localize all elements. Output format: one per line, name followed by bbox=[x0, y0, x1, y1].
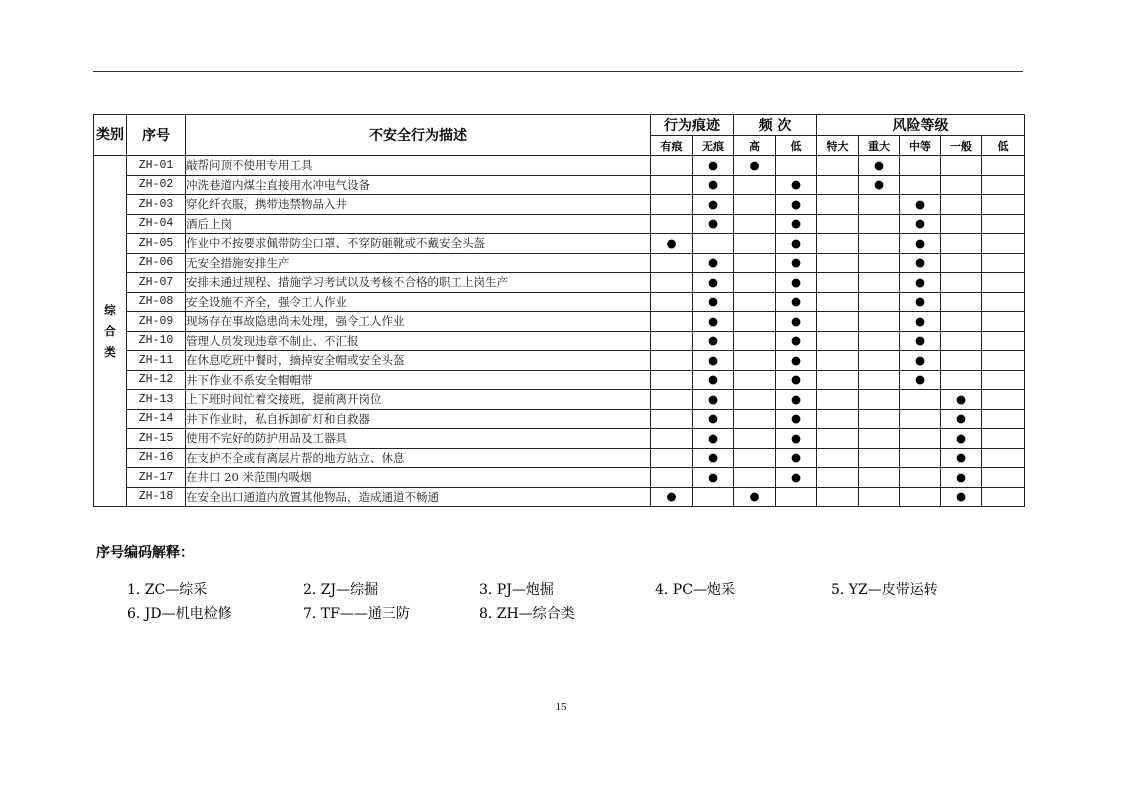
table-row bbox=[94, 234, 1025, 254]
empty-cell bbox=[982, 390, 1025, 410]
legend-item: 2. ZJ—综掘 bbox=[303, 582, 379, 598]
legend-row-1 bbox=[127, 579, 1007, 599]
table-row bbox=[94, 390, 1025, 410]
description-cell: 安排未通过规程、措施学习考试以及考核不合格的职工上岗生产 bbox=[186, 273, 651, 293]
mark-dot-icon: ● bbox=[693, 273, 734, 293]
empty-cell bbox=[817, 195, 859, 215]
header-risk-group: 风险等级 bbox=[817, 115, 1025, 136]
code-cell: ZH-17 bbox=[127, 468, 186, 488]
empty-cell bbox=[817, 234, 859, 254]
mark-dot-icon: ● bbox=[693, 468, 734, 488]
empty-cell bbox=[900, 175, 941, 195]
mark-dot-icon: ● bbox=[900, 312, 941, 332]
empty-cell bbox=[817, 429, 859, 449]
mark-dot-icon: ● bbox=[693, 370, 734, 390]
empty-cell bbox=[982, 448, 1025, 468]
mark-dot-icon: ● bbox=[693, 448, 734, 468]
mark-dot-icon: ● bbox=[776, 468, 817, 488]
legend-row-2 bbox=[127, 603, 655, 623]
mark-dot-icon: ● bbox=[776, 175, 817, 195]
empty-cell bbox=[941, 370, 982, 390]
mark-dot-icon: ● bbox=[693, 156, 734, 176]
empty-cell bbox=[817, 370, 859, 390]
table-row bbox=[94, 156, 1025, 176]
table-row bbox=[94, 429, 1025, 449]
empty-cell bbox=[941, 253, 982, 273]
empty-cell bbox=[734, 468, 776, 488]
empty-cell bbox=[651, 156, 693, 176]
empty-cell bbox=[693, 487, 734, 507]
code-cell: ZH-08 bbox=[127, 292, 186, 312]
empty-cell bbox=[982, 195, 1025, 215]
mark-dot-icon: ● bbox=[776, 273, 817, 293]
description-cell: 管理人员发现违章不制止、不汇报 bbox=[186, 331, 651, 351]
code-cell: ZH-01 bbox=[127, 156, 186, 176]
empty-cell bbox=[859, 409, 900, 429]
table-row bbox=[94, 273, 1025, 293]
empty-cell bbox=[941, 195, 982, 215]
legend-item: 4. PC—炮采 bbox=[655, 582, 735, 598]
empty-cell bbox=[734, 253, 776, 273]
mark-dot-icon: ● bbox=[693, 292, 734, 312]
empty-cell bbox=[734, 429, 776, 449]
header-risk-extreme: 特大 bbox=[817, 136, 859, 156]
mark-dot-icon: ● bbox=[900, 331, 941, 351]
empty-cell bbox=[982, 370, 1025, 390]
empty-cell bbox=[859, 331, 900, 351]
mark-dot-icon: ● bbox=[693, 409, 734, 429]
mark-dot-icon: ● bbox=[734, 156, 776, 176]
header-trace-has: 有痕 bbox=[651, 136, 693, 156]
empty-cell bbox=[982, 312, 1025, 332]
mark-dot-icon: ● bbox=[693, 312, 734, 332]
empty-cell bbox=[982, 175, 1025, 195]
header-description: 不安全行为描述 bbox=[186, 115, 651, 156]
empty-cell bbox=[900, 409, 941, 429]
empty-cell bbox=[651, 253, 693, 273]
code-cell: ZH-09 bbox=[127, 312, 186, 332]
mark-dot-icon: ● bbox=[900, 273, 941, 293]
mark-dot-icon: ● bbox=[693, 429, 734, 449]
empty-cell bbox=[734, 390, 776, 410]
code-cell: ZH-04 bbox=[127, 214, 186, 234]
mark-dot-icon: ● bbox=[941, 448, 982, 468]
empty-cell bbox=[941, 331, 982, 351]
code-cell: ZH-03 bbox=[127, 195, 186, 215]
category-cell: 综 合 类 bbox=[94, 156, 127, 507]
description-cell: 在休息吃班中餐时，摘掉安全帽或安全头盔 bbox=[186, 351, 651, 371]
legend-item: 8. ZH—综合类 bbox=[479, 606, 575, 622]
empty-cell bbox=[817, 468, 859, 488]
empty-cell bbox=[859, 390, 900, 410]
mark-dot-icon: ● bbox=[941, 429, 982, 449]
table-row bbox=[94, 175, 1025, 195]
empty-cell bbox=[651, 331, 693, 351]
code-cell: ZH-16 bbox=[127, 448, 186, 468]
empty-cell bbox=[817, 312, 859, 332]
empty-cell bbox=[651, 390, 693, 410]
empty-cell bbox=[859, 429, 900, 449]
empty-cell bbox=[859, 370, 900, 390]
description-cell: 敲帮问顶不使用专用工具 bbox=[186, 156, 651, 176]
empty-cell bbox=[693, 234, 734, 254]
mark-dot-icon: ● bbox=[941, 468, 982, 488]
header-trace-none: 无痕 bbox=[693, 136, 734, 156]
empty-cell bbox=[734, 234, 776, 254]
empty-cell bbox=[651, 468, 693, 488]
empty-cell bbox=[982, 273, 1025, 293]
empty-cell bbox=[776, 156, 817, 176]
mark-dot-icon: ● bbox=[776, 292, 817, 312]
empty-cell bbox=[859, 468, 900, 488]
empty-cell bbox=[859, 253, 900, 273]
table-row bbox=[94, 370, 1025, 390]
empty-cell bbox=[941, 214, 982, 234]
header-rule bbox=[93, 71, 1023, 72]
empty-cell bbox=[817, 351, 859, 371]
mark-dot-icon: ● bbox=[693, 351, 734, 371]
empty-cell bbox=[651, 429, 693, 449]
mark-dot-icon: ● bbox=[859, 156, 900, 176]
mark-dot-icon: ● bbox=[776, 195, 817, 215]
empty-cell bbox=[859, 292, 900, 312]
empty-cell bbox=[900, 487, 941, 507]
mark-dot-icon: ● bbox=[900, 195, 941, 215]
empty-cell bbox=[982, 156, 1025, 176]
empty-cell bbox=[900, 390, 941, 410]
empty-cell bbox=[941, 351, 982, 371]
code-cell: ZH-13 bbox=[127, 390, 186, 410]
mark-dot-icon: ● bbox=[693, 331, 734, 351]
mark-dot-icon: ● bbox=[900, 234, 941, 254]
mark-dot-icon: ● bbox=[776, 234, 817, 254]
empty-cell bbox=[817, 156, 859, 176]
table-row bbox=[94, 292, 1025, 312]
empty-cell bbox=[982, 487, 1025, 507]
mark-dot-icon: ● bbox=[776, 214, 817, 234]
description-cell: 穿化纤衣服，携带违禁物品入井 bbox=[186, 195, 651, 215]
page-number: 15 bbox=[555, 701, 567, 713]
empty-cell bbox=[734, 195, 776, 215]
legend-item: 1. ZC—综采 bbox=[127, 582, 208, 598]
empty-cell bbox=[651, 214, 693, 234]
mark-dot-icon: ● bbox=[776, 351, 817, 371]
header-code: 序号 bbox=[127, 115, 186, 156]
empty-cell bbox=[900, 429, 941, 449]
legend-item: 3. PJ—炮掘 bbox=[479, 582, 554, 598]
table-row bbox=[94, 195, 1025, 215]
code-cell: ZH-14 bbox=[127, 409, 186, 429]
legend-item: 6. JD—机电检修 bbox=[127, 606, 232, 622]
description-cell: 在安全出口通道内放置其他物品，造成通道不畅通 bbox=[186, 487, 651, 507]
description-cell: 无安全措施安排生产 bbox=[186, 253, 651, 273]
code-cell: ZH-06 bbox=[127, 253, 186, 273]
empty-cell bbox=[941, 156, 982, 176]
empty-cell bbox=[982, 429, 1025, 449]
empty-cell bbox=[817, 214, 859, 234]
code-cell: ZH-02 bbox=[127, 175, 186, 195]
code-cell: ZH-07 bbox=[127, 273, 186, 293]
empty-cell bbox=[651, 409, 693, 429]
table-row bbox=[94, 253, 1025, 273]
empty-cell bbox=[651, 370, 693, 390]
table-row bbox=[94, 214, 1025, 234]
empty-cell bbox=[982, 214, 1025, 234]
header-freq-low: 低 bbox=[776, 136, 817, 156]
empty-cell bbox=[941, 234, 982, 254]
description-cell: 作业中不按要求佩带防尘口罩、不穿防砸靴或不戴安全头盔 bbox=[186, 234, 651, 254]
header-risk-low: 低 bbox=[982, 136, 1025, 156]
mark-dot-icon: ● bbox=[693, 390, 734, 410]
empty-cell bbox=[651, 312, 693, 332]
description-cell: 使用不完好的防护用品及工器具 bbox=[186, 429, 651, 449]
header-risk-general: 一般 bbox=[941, 136, 982, 156]
mark-dot-icon: ● bbox=[941, 487, 982, 507]
mark-dot-icon: ● bbox=[776, 429, 817, 449]
empty-cell bbox=[734, 312, 776, 332]
mark-dot-icon: ● bbox=[776, 409, 817, 429]
empty-cell bbox=[982, 331, 1025, 351]
empty-cell bbox=[859, 448, 900, 468]
mark-dot-icon: ● bbox=[693, 195, 734, 215]
empty-cell bbox=[941, 273, 982, 293]
legend-title: 序号编码解释： bbox=[96, 545, 194, 561]
empty-cell bbox=[734, 273, 776, 293]
mark-dot-icon: ● bbox=[776, 390, 817, 410]
empty-cell bbox=[859, 234, 900, 254]
empty-cell bbox=[651, 292, 693, 312]
empty-cell bbox=[900, 156, 941, 176]
empty-cell bbox=[651, 195, 693, 215]
mark-dot-icon: ● bbox=[734, 487, 776, 507]
description-cell: 现场存在事故隐患尚未处理，强令工人作业 bbox=[186, 312, 651, 332]
mark-dot-icon: ● bbox=[776, 331, 817, 351]
empty-cell bbox=[817, 390, 859, 410]
empty-cell bbox=[982, 351, 1025, 371]
empty-cell bbox=[734, 292, 776, 312]
code-cell: ZH-11 bbox=[127, 351, 186, 371]
empty-cell bbox=[817, 273, 859, 293]
code-cell: ZH-15 bbox=[127, 429, 186, 449]
mark-dot-icon: ● bbox=[693, 253, 734, 273]
empty-cell bbox=[734, 331, 776, 351]
header-freq-high: 高 bbox=[734, 136, 776, 156]
empty-cell bbox=[941, 175, 982, 195]
empty-cell bbox=[900, 468, 941, 488]
description-cell: 安全设施不齐全，强令工人作业 bbox=[186, 292, 651, 312]
header-trace-group: 行为痕迹 bbox=[651, 115, 734, 136]
description-cell: 在井口 20 米范围内吸烟 bbox=[186, 468, 651, 488]
empty-cell bbox=[817, 175, 859, 195]
empty-cell bbox=[734, 214, 776, 234]
empty-cell bbox=[982, 409, 1025, 429]
empty-cell bbox=[734, 370, 776, 390]
empty-cell bbox=[651, 273, 693, 293]
empty-cell bbox=[982, 253, 1025, 273]
mark-dot-icon: ● bbox=[776, 370, 817, 390]
empty-cell bbox=[982, 468, 1025, 488]
mark-dot-icon: ● bbox=[900, 214, 941, 234]
empty-cell bbox=[734, 351, 776, 371]
mark-dot-icon: ● bbox=[900, 253, 941, 273]
empty-cell bbox=[817, 487, 859, 507]
mark-dot-icon: ● bbox=[941, 390, 982, 410]
mark-dot-icon: ● bbox=[776, 253, 817, 273]
header-category: 类别 bbox=[94, 115, 127, 156]
empty-cell bbox=[982, 234, 1025, 254]
empty-cell bbox=[734, 175, 776, 195]
empty-cell bbox=[817, 448, 859, 468]
legend-item: 7. TF——通三防 bbox=[303, 606, 410, 622]
legend-item: 5. YZ—皮带运转 bbox=[831, 582, 938, 598]
code-cell: ZH-18 bbox=[127, 487, 186, 507]
code-cell: ZH-10 bbox=[127, 331, 186, 351]
mark-dot-icon: ● bbox=[941, 409, 982, 429]
empty-cell bbox=[982, 292, 1025, 312]
description-cell: 冲洗巷道内煤尘直接用水冲电气设备 bbox=[186, 175, 651, 195]
table-row bbox=[94, 331, 1025, 351]
table-row bbox=[94, 448, 1025, 468]
empty-cell bbox=[651, 351, 693, 371]
mark-dot-icon: ● bbox=[776, 448, 817, 468]
empty-cell bbox=[817, 253, 859, 273]
empty-cell bbox=[859, 214, 900, 234]
code-cell: ZH-05 bbox=[127, 234, 186, 254]
empty-cell bbox=[734, 409, 776, 429]
mark-dot-icon: ● bbox=[776, 312, 817, 332]
mark-dot-icon: ● bbox=[693, 175, 734, 195]
description-cell: 上下班时间忙着交接班，提前离开岗位 bbox=[186, 390, 651, 410]
description-cell: 酒后上岗 bbox=[186, 214, 651, 234]
header-risk-medium: 中等 bbox=[900, 136, 941, 156]
empty-cell bbox=[941, 312, 982, 332]
table-row bbox=[94, 351, 1025, 371]
empty-cell bbox=[776, 487, 817, 507]
unsafe-behavior-table bbox=[93, 114, 1025, 507]
mark-dot-icon: ● bbox=[900, 292, 941, 312]
empty-cell bbox=[651, 175, 693, 195]
mark-dot-icon: ● bbox=[651, 234, 693, 254]
empty-cell bbox=[859, 273, 900, 293]
description-cell: 井下作业不系安全帽帽带 bbox=[186, 370, 651, 390]
description-cell: 井下作业时，私自拆卸矿灯和自救器 bbox=[186, 409, 651, 429]
table-row bbox=[94, 487, 1025, 507]
empty-cell bbox=[817, 409, 859, 429]
empty-cell bbox=[859, 487, 900, 507]
mark-dot-icon: ● bbox=[859, 175, 900, 195]
code-cell: ZH-12 bbox=[127, 370, 186, 390]
table-row bbox=[94, 312, 1025, 332]
mark-dot-icon: ● bbox=[693, 214, 734, 234]
empty-cell bbox=[651, 448, 693, 468]
mark-dot-icon: ● bbox=[900, 351, 941, 371]
mark-dot-icon: ● bbox=[651, 487, 693, 507]
table-row bbox=[94, 409, 1025, 429]
header-frequency-group: 频 次 bbox=[734, 115, 817, 136]
empty-cell bbox=[817, 292, 859, 312]
header-risk-major: 重大 bbox=[859, 136, 900, 156]
empty-cell bbox=[900, 448, 941, 468]
empty-cell bbox=[859, 312, 900, 332]
description-cell: 在支护不全或有离层片帮的地方站立、休息 bbox=[186, 448, 651, 468]
table-row bbox=[94, 468, 1025, 488]
empty-cell bbox=[859, 195, 900, 215]
mark-dot-icon: ● bbox=[900, 370, 941, 390]
empty-cell bbox=[734, 448, 776, 468]
empty-cell bbox=[817, 331, 859, 351]
empty-cell bbox=[941, 292, 982, 312]
empty-cell bbox=[859, 351, 900, 371]
